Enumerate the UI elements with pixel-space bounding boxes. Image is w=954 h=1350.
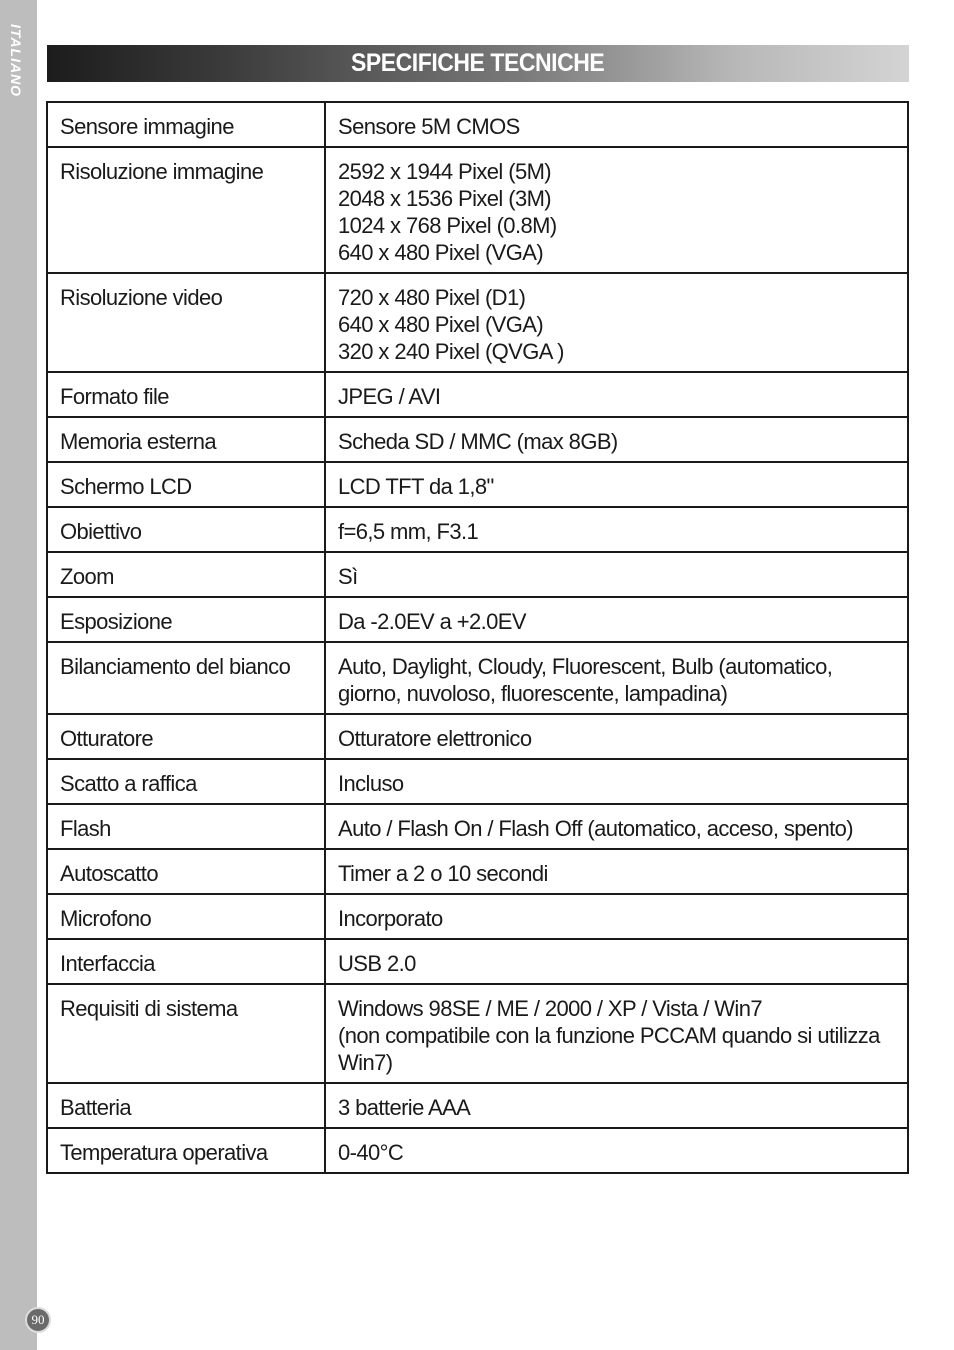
spec-value: Auto / Flash On / Flash Off (automatico, acceso, spento)	[325, 804, 908, 849]
spec-value: JPEG / AVI	[325, 372, 908, 417]
spec-label: Microfono	[47, 894, 325, 939]
section-header	[47, 45, 909, 82]
spec-label: Esposizione	[47, 597, 325, 642]
spec-value: 0-40°C	[325, 1128, 908, 1173]
spec-label: Risoluzione immagine	[47, 147, 325, 273]
spec-label: Flash	[47, 804, 325, 849]
spec-value: 720 x 480 Pixel (D1) 640 x 480 Pixel (VGA) 320 x 240 Pixel (QVGA )	[325, 273, 908, 372]
spec-row	[47, 642, 908, 714]
spec-table	[46, 101, 909, 1174]
spec-row	[47, 1083, 908, 1128]
spec-label: Obiettivo	[47, 507, 325, 552]
spec-label: Otturatore	[47, 714, 325, 759]
spec-label: Autoscatto	[47, 849, 325, 894]
spec-value: Scheda SD / MMC (max 8GB)	[325, 417, 908, 462]
spec-value: Windows 98SE / ME / 2000 / XP / Vista / Win7 (non compatibile con la funzione PCCAM quando si utilizza Win7)	[325, 984, 908, 1083]
spec-row	[47, 372, 908, 417]
spec-row	[47, 102, 908, 147]
page-number: 90	[25, 1307, 51, 1333]
spec-label: Formato file	[47, 372, 325, 417]
spec-row	[47, 894, 908, 939]
spec-value: Otturatore elettronico	[325, 714, 908, 759]
spec-row	[47, 804, 908, 849]
side-strip	[0, 0, 37, 1350]
section-title: SPECIFICHE TECNICHE	[351, 49, 605, 77]
spec-row	[47, 984, 908, 1083]
spec-label: Zoom	[47, 552, 325, 597]
spec-value: 3 batterie AAA	[325, 1083, 908, 1128]
spec-row	[47, 1128, 908, 1173]
spec-row	[47, 759, 908, 804]
spec-label: Interfaccia	[47, 939, 325, 984]
spec-value: USB 2.0	[325, 939, 908, 984]
spec-label: Requisiti di sistema	[47, 984, 325, 1083]
spec-label: Temperatura operativa	[47, 1128, 325, 1173]
spec-row	[47, 417, 908, 462]
spec-value: Incorporato	[325, 894, 908, 939]
spec-value: Da -2.0EV a +2.0EV	[325, 597, 908, 642]
spec-row	[47, 849, 908, 894]
spec-label: Schermo LCD	[47, 462, 325, 507]
spec-label: Sensore immagine	[47, 102, 325, 147]
spec-value: LCD TFT da 1,8"	[325, 462, 908, 507]
spec-row	[47, 462, 908, 507]
spec-row	[47, 273, 908, 372]
spec-label: Scatto a raffica	[47, 759, 325, 804]
spec-label: Batteria	[47, 1083, 325, 1128]
spec-row	[47, 147, 908, 273]
spec-row	[47, 939, 908, 984]
spec-label: Memoria esterna	[47, 417, 325, 462]
spec-label: Risoluzione video	[47, 273, 325, 372]
spec-label: Bilanciamento del bianco	[47, 642, 325, 714]
spec-value: Sì	[325, 552, 908, 597]
spec-value: Timer a 2 o 10 secondi	[325, 849, 908, 894]
language-label: ITALIANO	[8, 24, 24, 98]
spec-row	[47, 552, 908, 597]
spec-row	[47, 507, 908, 552]
spec-value: f=6,5 mm, F3.1	[325, 507, 908, 552]
spec-value: Incluso	[325, 759, 908, 804]
spec-value: Auto, Daylight, Cloudy, Fluorescent, Bulb (automatico, giorno, nuvoloso, fluorescente, lampadina)	[325, 642, 908, 714]
spec-row	[47, 714, 908, 759]
spec-value: Sensore 5M CMOS	[325, 102, 908, 147]
spec-value: 2592 x 1944 Pixel (5M) 2048 x 1536 Pixel (3M) 1024 x 768 Pixel (0.8M) 640 x 480 Pixel (VGA)	[325, 147, 908, 273]
spec-row	[47, 597, 908, 642]
